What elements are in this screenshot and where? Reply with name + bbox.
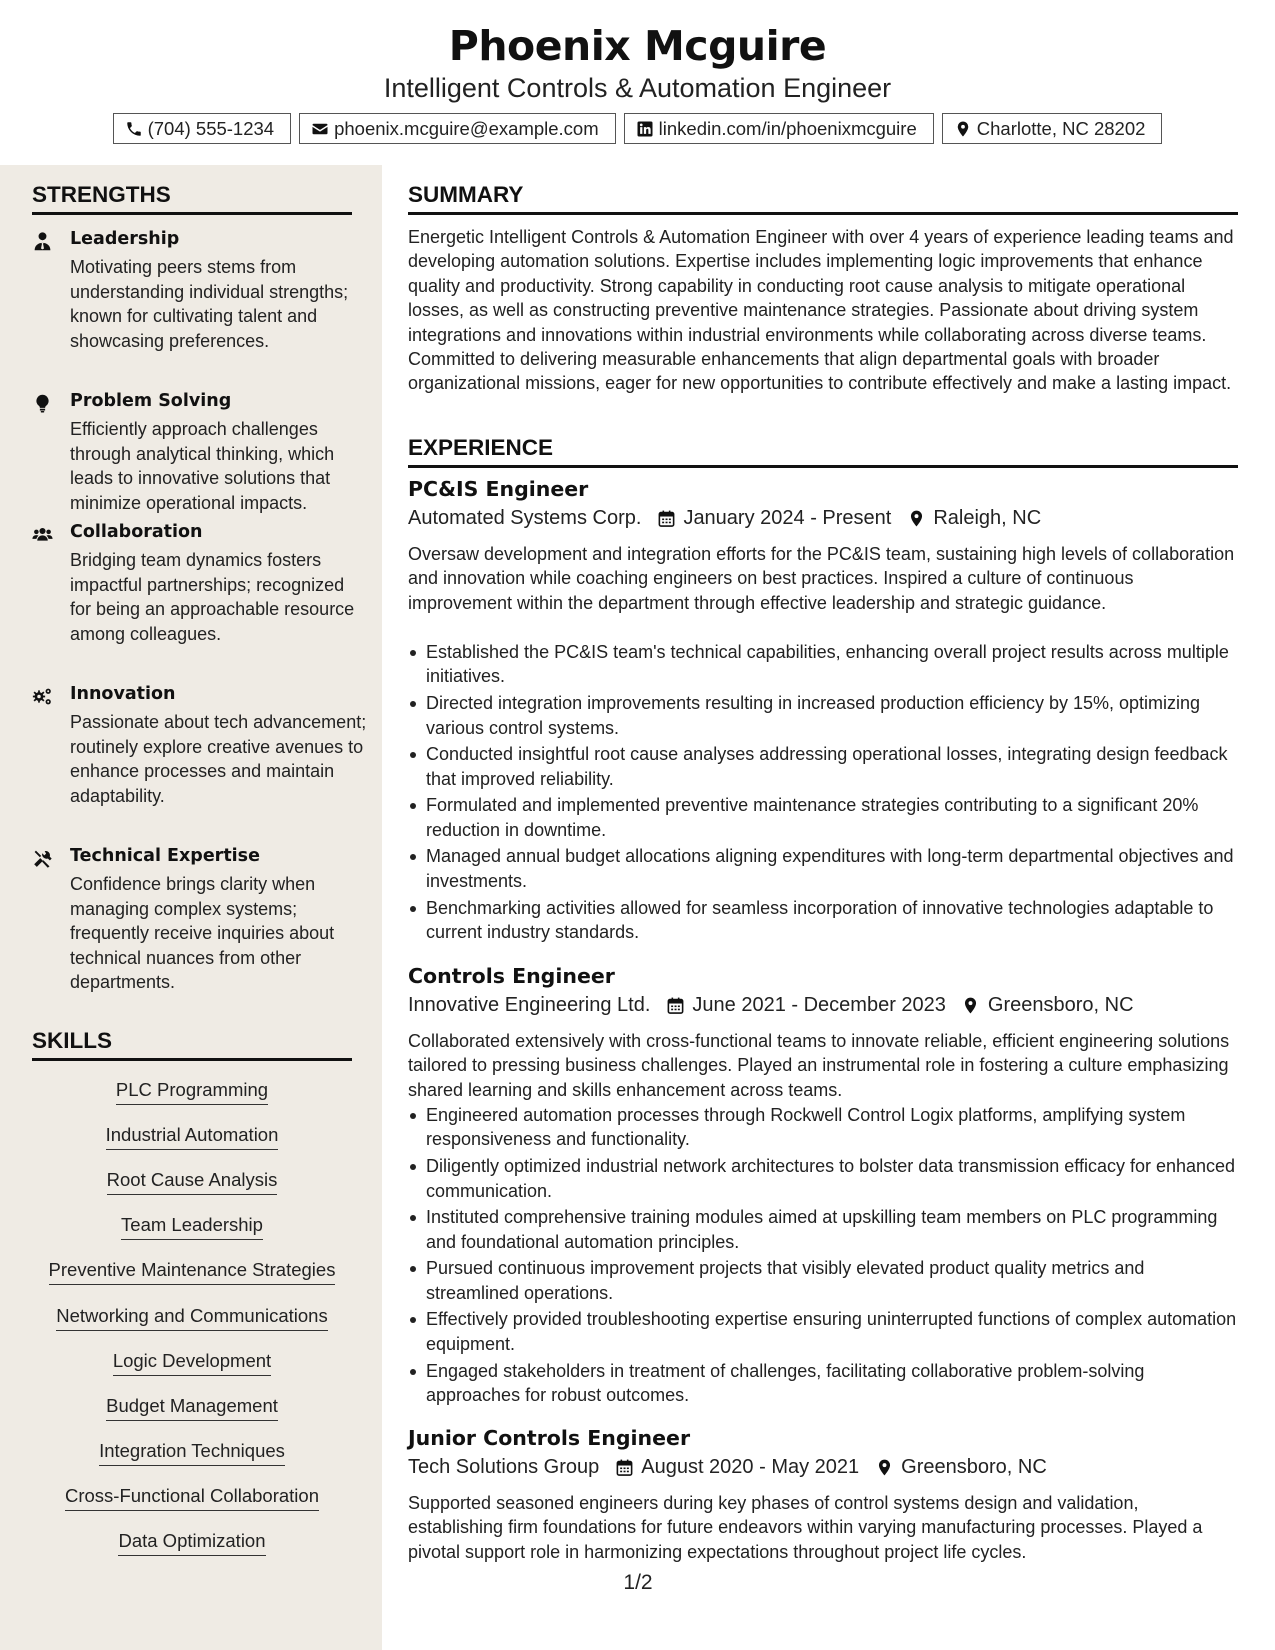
list-item: Engineered automation processes through Rockwell Control Logix platforms, amplifying system responsiveness and functionality. xyxy=(408,1103,1238,1152)
contact-location[interactable] xyxy=(942,113,1163,144)
calendar-icon xyxy=(613,1457,635,1479)
job-meta xyxy=(408,1456,1047,1479)
users-icon xyxy=(32,524,54,546)
skill-item xyxy=(32,1530,352,1556)
strength-description: Motivating peers stems from understanding individual strengths; known for cultivating talent and showcasing preferences. xyxy=(70,257,349,351)
contact-phone[interactable] xyxy=(113,113,292,144)
strengths-heading: STRENGTHS xyxy=(32,182,352,215)
job-role: Controls Engineer xyxy=(408,964,615,988)
skill-label: Integration Techniques xyxy=(99,1440,285,1466)
cogs-icon xyxy=(32,686,54,708)
map-pin-icon xyxy=(905,508,927,530)
job-dates: June 2021 - December 2023 xyxy=(692,994,946,1016)
job-location: Greensboro, NC xyxy=(901,1456,1047,1478)
skills-heading: SKILLS xyxy=(32,1028,352,1061)
strength-title: Technical Expertise xyxy=(70,846,260,866)
skill-item xyxy=(32,1350,352,1376)
list-item: Formulated and implemented preventive maintenance strategies contributing to a significant 20% reduction in downtime. xyxy=(408,793,1238,842)
contact-email-text: phoenix.mcguire@example.com xyxy=(334,117,599,139)
job-company: Tech Solutions Group xyxy=(408,1456,600,1478)
strength-description: Passionate about tech advancement; routinely explore creative avenues to enhance processes and maintain adaptability. xyxy=(70,712,367,806)
job-bullets xyxy=(408,640,1238,947)
strength-description: Bridging team dynamics fosters impactful partnerships; recognized for being an approachable resource among colleagues. xyxy=(70,550,355,644)
list-item: Established the PC&IS team's technical capabilities, enhancing overall project results across multiple initiatives. xyxy=(408,640,1238,689)
tools-icon xyxy=(32,848,54,870)
strength-title: Collaboration xyxy=(70,522,203,542)
envelope-icon xyxy=(310,119,330,139)
skill-label: Team Leadership xyxy=(121,1214,263,1240)
contact-phone-text: (704) 555-1234 xyxy=(147,117,275,139)
list-item: Instituted comprehensive training modules aimed at upskilling team members on PLC programming and foundational automation principles. xyxy=(408,1205,1238,1254)
list-item: Engaged stakeholders in treatment of challenges, facilitating collaborative problem-solving approaches for robust outcomes. xyxy=(408,1359,1238,1408)
summary-text: Energetic Intelligent Controls & Automation Engineer with over 4 years of experience leading teams and developing automation solutions. Expertise includes implementing logic improvements that enhance quality and productivity. Strong capability in conducting root cause analysis to mitigate operational losses, as well as constructing preventive maintenance strategies. Passionate about driving system integrations and innovations within industrial environments while collaborating across diverse teams. Committed to delivering measurable enhancements that align departmental goals with broader organizational missions, eager for new opportunities to contribute effectively and make a lasting impact. xyxy=(408,227,1234,394)
job-description: Supported seasoned engineers during key phases of control systems design and validation, establishing firm foundations for future endeavors within varying manufacturing processes. Played a pivotal support role in harmonizing expectations throughout project life cycles. xyxy=(408,1493,1203,1562)
skill-item xyxy=(32,1124,352,1150)
list-item: Diligently optimized industrial network architectures to bolster data transmission efficacy for enhanced communication. xyxy=(408,1154,1238,1203)
job-bullets xyxy=(408,1103,1238,1410)
strength-title: Problem Solving xyxy=(70,391,232,411)
contact-email[interactable] xyxy=(299,113,616,144)
linkedin-icon xyxy=(635,119,655,139)
strength-description: Efficiently approach challenges through analytical thinking, which leads to innovative solutions that minimize operational impacts. xyxy=(70,419,335,513)
summary-heading: SUMMARY xyxy=(408,182,1238,215)
sidebar xyxy=(0,165,382,1650)
strength-title: Leadership xyxy=(70,229,180,249)
list-item: Directed integration improvements resulting in increased production efficiency by 15%, optimizing various control systems. xyxy=(408,691,1238,740)
skill-label: Root Cause Analysis xyxy=(107,1169,278,1195)
job-description: Oversaw development and integration efforts for the PC&IS team, sustaining high levels of collaboration and innovation while coaching engineers on best practices. Inspired a culture of continuous improvement within the department through effective leadership and strategic guidance. xyxy=(408,544,1235,613)
page-number: 1/2 xyxy=(623,1571,653,1594)
skill-item xyxy=(32,1485,352,1511)
skill-label: Networking and Communications xyxy=(56,1305,327,1331)
job-description: Collaborated extensively with cross-functional teams to innovate reliable, efficient engineering solutions tailored to pressing business challenges. Played an instrumental role in fostering a culture emphasizing shared learning and skills enhancement across teams. xyxy=(408,1031,1230,1100)
skill-item xyxy=(32,1259,352,1285)
skill-label: Cross-Functional Collaboration xyxy=(65,1485,319,1511)
skill-item xyxy=(32,1214,352,1240)
skill-label: PLC Programming xyxy=(116,1079,268,1105)
contact-bar xyxy=(0,113,1275,144)
list-item: Managed annual budget allocations aligning expenditures with long-term departmental objectives and investments. xyxy=(408,844,1238,893)
phone-icon xyxy=(124,119,144,139)
skill-label: Industrial Automation xyxy=(106,1124,279,1150)
job-location: Greensboro, NC xyxy=(987,994,1134,1016)
skill-item xyxy=(32,1440,352,1466)
skill-label: Budget Management xyxy=(106,1395,278,1421)
skill-item xyxy=(32,1079,352,1105)
skill-label: Logic Development xyxy=(113,1350,271,1376)
job-dates: January 2024 - Present xyxy=(683,507,892,529)
experience-heading: EXPERIENCE xyxy=(408,435,1238,468)
strength-title: Innovation xyxy=(70,684,176,704)
job-role: Junior Controls Engineer xyxy=(408,1426,691,1450)
job-dates: August 2020 - May 2021 xyxy=(641,1456,860,1478)
job-company: Automated Systems Corp. xyxy=(408,507,642,529)
list-item: Effectively provided troubleshooting expertise ensuring uninterrupted functions of complex automation equipment. xyxy=(408,1307,1238,1356)
list-item: Conducted insightful root cause analyses addressing operational losses, integrating design feedback that improved reliability. xyxy=(408,742,1238,791)
job-meta xyxy=(408,994,1134,1017)
resume-header xyxy=(0,0,1275,165)
list-item: Benchmarking activities allowed for seamless incorporation of innovative technologies adaptable to current industry standards. xyxy=(408,896,1238,945)
skill-item xyxy=(32,1305,352,1331)
map-pin-icon xyxy=(953,119,973,139)
calendar-icon xyxy=(664,995,686,1017)
contact-location-text: Charlotte, NC 28202 xyxy=(976,117,1146,139)
list-item: Pursued continuous improvement projects that visibly elevated product quality metrics and streamlined operations. xyxy=(408,1256,1238,1305)
contact-linkedin[interactable] xyxy=(624,113,934,144)
skill-item xyxy=(32,1169,352,1195)
job-company: Innovative Engineering Ltd. xyxy=(408,994,651,1016)
map-pin-icon xyxy=(960,995,982,1017)
skill-item xyxy=(32,1395,352,1421)
skill-label: Preventive Maintenance Strategies xyxy=(49,1259,336,1285)
job-role: PC&IS Engineer xyxy=(408,477,589,501)
contact-linkedin-text: linkedin.com/in/phoenixmcguire xyxy=(658,117,917,139)
lightbulb-icon xyxy=(32,393,54,415)
strength-description: Confidence brings clarity when managing complex systems; frequently receive inquiries about technical nuances from other departments. xyxy=(70,874,335,992)
candidate-title: Intelligent Controls & Automation Engineer xyxy=(383,73,892,103)
job-meta xyxy=(408,507,1041,530)
job-location: Raleigh, NC xyxy=(933,507,1042,529)
user-tie-icon xyxy=(32,231,54,253)
calendar-icon xyxy=(655,508,677,530)
candidate-name: Phoenix Mcguire xyxy=(448,22,827,70)
map-pin-icon xyxy=(873,1457,895,1479)
skill-label: Data Optimization xyxy=(118,1530,265,1556)
